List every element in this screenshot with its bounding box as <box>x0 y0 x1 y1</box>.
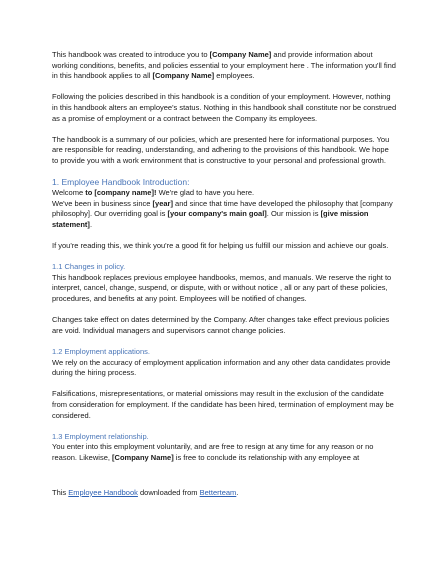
text-run: employees. <box>214 71 255 81</box>
welcome-line <box>52 188 397 199</box>
section-1-1-heading: 1.1 Changes in policy. <box>52 262 126 272</box>
section-1-heading: 1. Employee Handbook Introduction: <box>52 177 190 188</box>
applications-paragraph-2: Falsifications, misrepresentations, or material omissions may result in the exclusion of the candidate from consideration for employment. If the candidate has been hired, termination of employment may be considered. <box>52 389 394 420</box>
business-paragraph <box>52 199 397 231</box>
relationship-paragraph <box>52 442 397 463</box>
text-run: We've been in business since <box>52 198 153 208</box>
employee-handbook-link[interactable]: Employee Handbook <box>68 487 138 497</box>
text-run: downloaded from <box>137 487 200 497</box>
text-run: and since that time have developed the philosophy that [company philosophy]. Our overriding goal is <box>52 198 393 219</box>
text-run: is free to conclude its relationship with any employee at <box>173 452 360 462</box>
fit-paragraph: If you're reading this, we think you're a good fit for helping us fulfill our mission and achieve our goals. <box>52 241 389 251</box>
policy-paragraph-2: Changes take effect on dates determined by the Company. After changes take effect previous policies are void. Individual managers and supervisors cannot change policies. <box>52 315 390 335</box>
text-run: Welcome <box>52 188 86 198</box>
placeholder-company-name: [Company Name] <box>209 50 272 59</box>
footer-note <box>52 488 397 499</box>
text-run: You enter into this employment voluntarily, and are free to resign at any time for any reason or no reason. Likewise, <box>52 442 374 462</box>
intro-paragraph-3: The handbook is a summary of our policies, which are presented here for informational purposes. You are responsible for reading, understanding, and adhering to the provisions of this handbook. We hope to provide you with a work environment that is constructive to your personal and professional growth. <box>52 134 390 165</box>
betterteam-link[interactable]: Betterteam <box>199 487 237 497</box>
text-run: This <box>52 487 69 497</box>
placeholder-company-name: [Company Name] <box>112 452 174 462</box>
text-run: . <box>89 219 93 229</box>
text-run: This handbook was created to introduce you to <box>52 50 210 59</box>
text-run: We're glad to have you here. <box>156 188 255 198</box>
section-1-2-heading: 1.2 Employment applications. <box>52 347 150 357</box>
text-run: . Our mission is <box>266 209 321 219</box>
placeholder-mission: [give mission statement] <box>52 209 369 229</box>
placeholder-company-name: to [company name]! <box>85 188 157 198</box>
section-1-3-heading: 1.3 Employment relationship. <box>52 431 149 441</box>
placeholder-year: [year] <box>152 198 173 208</box>
text-run: . <box>236 487 239 497</box>
policy-paragraph-1: This handbook replaces previous employee handbooks, memos, and manuals. We reserve the right to interpret, cancel, change, suspend, or dispute, with or without notice , all or any part of these policies, procedures, and benefits at any point. Employees will be notified of changes. <box>52 272 392 304</box>
intro-paragraph-1 <box>52 50 397 82</box>
text-run: and provide information about working conditions, benefits, and policies essential to your employment here . The information you'll find in this handbook applies to all <box>52 50 396 81</box>
placeholder-company-name: [Company Name] <box>152 71 215 81</box>
placeholder-main-goal: [your company's main goal] <box>167 209 267 219</box>
applications-paragraph-1: We rely on the accuracy of employment application information and any other data candidates provide during the hiring process. <box>52 357 391 378</box>
intro-paragraph-2: Following the policies described in this handbook is a condition of your employment. However, nothing in this handbook alters an employee's status. Nothing in this handbook shall constitute nor be construed as a promise of employment or a contract between the Company its employees. <box>52 92 397 123</box>
document-body <box>52 50 397 509</box>
